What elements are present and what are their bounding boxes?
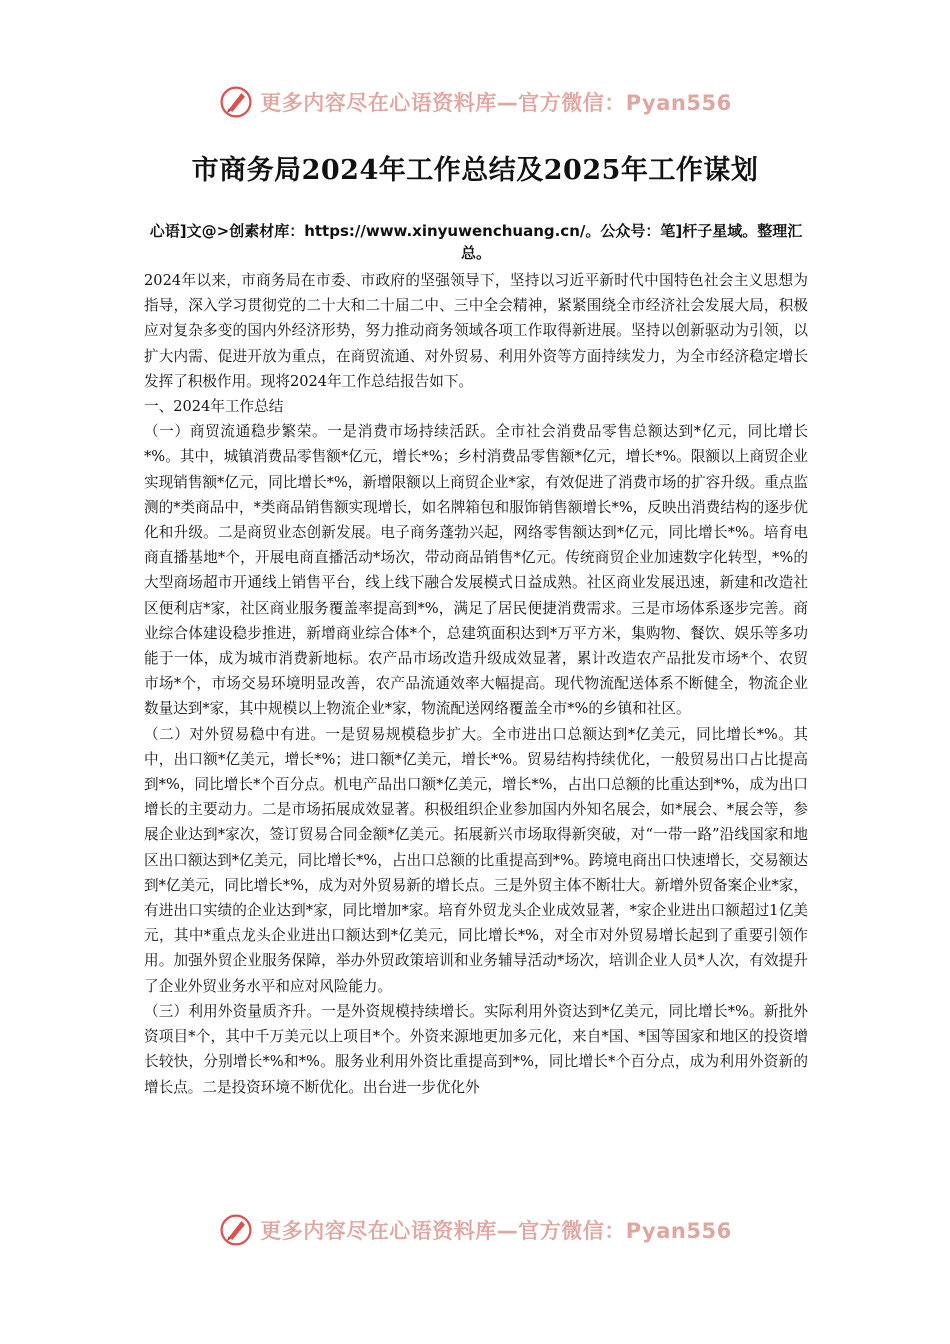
pen-logo-icon — [218, 1212, 254, 1248]
header-watermark-banner — [0, 82, 950, 122]
pen-logo-icon — [218, 84, 254, 120]
paragraph-intro: 2024年以来，市商务局在市委、市政府的坚强领导下，坚持以习近平新时代中国特色社会主义思想为指导，深入学习贯彻党的二十大和二十届二中、三中全会精神，紧紧围绕全市经济社会发展大局，积极应对复杂多变的国内外经济形势，努力推动商务领域各项工作取得新进展。坚持以创新驱动为引领，以扩大内需、促进开放为重点，在商贸流通、对外贸易、利用外资等方面持续发力，为全市经济稳定增长发挥了积极作用。现将2024年工作总结报告如下。 — [144, 272, 808, 390]
paragraph-foreign-trade: （二）对外贸易稳中有进。一是贸易规模稳步扩大。全市进出口总额达到*亿美元，同比增长*%。其中，出口额*亿美元，增长*%；进口额*亿美元，增长*%。贸易结构持续优化，一般贸易出口占比提高到*%，同比增长*个百分点。机电产品出口额*亿美元，增长*%，占出口总额的比重达到*%，成为出口增长的主要动力。二是市场拓展成效显著。积极组织企业参加国内外知名展会，如*展会、*展会等，参展企业达到*家次，签订贸易合同金额*亿美元。拓展新兴市场取得新突破，对“一带一路”沿线国家和地区出口额达到*亿美元，同比增长*%，占出口总额的比重提高到*%。跨境电商出口快速增长，交易额达到*亿美元，同比增长*%，成为对外贸易新的增长点。三是外贸主体不断壮大。新增外贸备案企业*家，有进出口实绩的企业达到*家，同比增加*家。培育外贸龙头企业成效显著，*家企业进出口额超过1亿美元，其中*重点龙头企业进出口额达到*亿美元，同比增长*%，对全市对外贸易增长起到了重要引领作用。加强外贸企业服务保障，举办外贸政策培训和业务辅导活动*场次，培训企业人员*人次，有效提升了企业外贸业务水平和应对风险能力。 — [144, 725, 808, 995]
footer-watermark-banner — [0, 1210, 950, 1250]
document-body — [144, 268, 808, 1100]
paragraph-commerce: （一）商贸流通稳步繁荣。一是消费市场持续活跃。全市社会消费品零售总额达到*亿元，同比增长*%。其中，城镇消费品零售额*亿元，增长*%；乡村消费品零售额*亿元，增长*%。限额以上商贸企业实现销售额*亿元，同比增长*%，新增限额以上商贸企业*家，有效促进了消费市场的扩容升级。重点监测的*类商品中，*类商品销售额实现增长，如名牌箱包和服饰销售额增长*%，反映出消费结构的逐步优化和升级。二是商贸业态创新发展。电子商务蓬勃兴起，网络零售额达到*亿元，同比增长*%。培育电商直播基地*个，开展电商直播活动*场次，带动商品销售*亿元。传统商贸企业加速数字化转型，*%的大型商场超市开通线上销售平台，线上线下融合发展模式日益成熟。社区商业发展迅速，新建和改造社区便利店*家，社区商业服务覆盖率提高到*%，满足了居民便捷消费需求。三是市场体系逐步完善。商业综合体建设稳步推进，新增商业综合体*个，总建筑面积达到*万平方米，集购物、餐饮、娱乐等多功能于一体，成为城市消费新地标。农产品市场改造升级成效显著，累计改造农产品批发市场*个、农贸市场*个，市场交易环境明显改善，农产品流通效率大幅提高。现代物流配送体系不断健全，物流企业数量达到*家，其中规模以上物流企业*家，物流配送网络覆盖全市*%的乡镇和社区。 — [144, 423, 808, 718]
banner-text: 更多内容尽在心语资料库—官方微信：Pyan556 — [260, 1219, 732, 1243]
banner-text: 更多内容尽在心语资料库—官方微信：Pyan556 — [260, 91, 732, 115]
paragraph-foreign-investment: （三）利用外资量质齐升。一是外资规模持续增长。实际利用外资达到*亿美元，同比增长*%。新批外资项目*个，其中千万美元以上项目*个。外资来源地更加多元化，来自*国、*国等国家和地区的投资增长较快，分别增长*%和*%。服务业利用外资比重提高到*%，同比增长*个百分点，成为利用外资新的增长点。二是投资环境不断优化。出台进一步优化外 — [144, 1002, 808, 1096]
section-heading: 一、2024年工作总结 — [144, 398, 284, 416]
document-title: 市商务局2024年工作总结及2025年工作谋划 — [191, 155, 759, 186]
source-line: 心语]文@>创素材库：https://www.xinyuwenchuang.cn/。公众号：笔]杆子星域。整理汇总。 — [149, 222, 803, 262]
